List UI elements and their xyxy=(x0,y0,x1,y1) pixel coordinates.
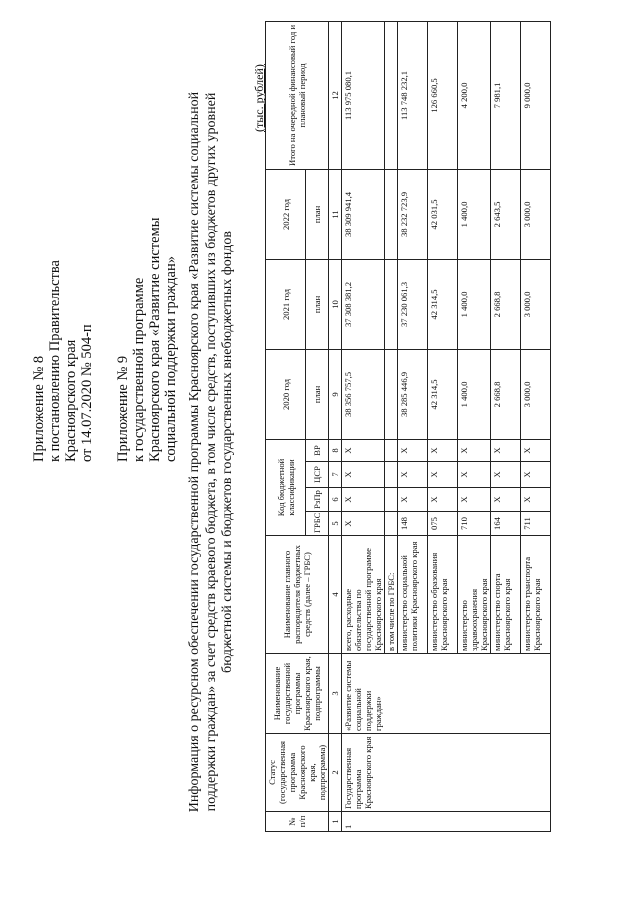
document-title xyxy=(187,24,237,880)
header-year-2022: 2022 год xyxy=(266,169,306,259)
value-2022-cell: 38 232 723,9 xyxy=(398,169,428,259)
column-number: 12 xyxy=(329,21,342,169)
header-no: № п/п xyxy=(266,812,329,832)
value-2021-cell: 42 314,5 xyxy=(428,259,458,349)
value-2022-cell: 2 643,5 xyxy=(491,169,521,259)
vr-cell: Х xyxy=(428,439,458,461)
appendix-9-line: Приложение № 9 xyxy=(115,355,131,462)
csr-cell xyxy=(385,462,398,488)
value-2021-cell xyxy=(385,259,398,349)
header-plan-2022: план xyxy=(306,169,329,259)
document-page xyxy=(15,12,625,892)
total-cell: 113 748 232,1 xyxy=(398,21,428,169)
value-2022-cell xyxy=(385,169,398,259)
grbs-code-cell: 075 xyxy=(428,512,458,536)
units-label: (тыс. рублей) xyxy=(252,64,266,132)
title-line: Информация о ресурсном обеспечении государственной программы Красноярского края «Развитие системы социальной xyxy=(187,91,202,813)
total-cell xyxy=(385,21,398,169)
value-2020-cell: 38 356 757,5 xyxy=(342,349,385,439)
grbs-name-cell: в том числе по ГРБС: xyxy=(385,536,398,654)
appendix-9-line: социальной поддержки граждан» xyxy=(163,256,179,462)
column-number: 8 xyxy=(329,439,342,461)
value-2021-cell: 37 230 061,3 xyxy=(398,259,428,349)
column-number: 3 xyxy=(329,654,342,734)
column-number: 11 xyxy=(329,169,342,259)
appendix-8-line: от 14.07.2020 № 504-п xyxy=(79,324,95,462)
grbs-code-cell: 148 xyxy=(398,512,428,536)
header-status: Статус (государственная программа Красноярского края, подпрограмма) xyxy=(266,734,329,812)
value-2021-cell: 37 308 381,2 xyxy=(342,259,385,349)
total-cell: 4 200,0 xyxy=(458,21,491,169)
vr-cell: Х xyxy=(398,439,428,461)
value-2020-cell: 3 000,0 xyxy=(521,349,551,439)
grbs-code-cell: 710 xyxy=(458,512,491,536)
header-total: Итого на очередной финансовый год и плановый период xyxy=(266,21,329,169)
header-grbs: ГРБС xyxy=(306,512,329,536)
rzpr-cell: Х xyxy=(428,488,458,512)
grbs-code-cell: 164 xyxy=(491,512,521,536)
rzpr-cell: Х xyxy=(491,488,521,512)
appendix-8-line: Красноярского края xyxy=(63,339,79,462)
csr-cell: Х xyxy=(342,462,385,488)
grbs-code-cell: 711 xyxy=(521,512,551,536)
value-2020-cell: 2 668,8 xyxy=(491,349,521,439)
appendix-8-line: Приложение № 8 xyxy=(31,355,47,462)
value-2021-cell: 2 668,8 xyxy=(491,259,521,349)
vr-cell xyxy=(385,439,398,461)
header-csr: ЦСР xyxy=(306,462,329,488)
csr-cell: Х xyxy=(491,462,521,488)
appendix-9-block xyxy=(115,218,179,463)
appendix-8-line: к постановлению Правительства xyxy=(47,260,63,462)
header-plan-2021: план xyxy=(306,259,329,349)
vr-cell: Х xyxy=(521,439,551,461)
csr-cell: Х xyxy=(428,462,458,488)
grbs-name-cell: министерство образования Красноярского края xyxy=(428,536,458,654)
csr-cell: Х xyxy=(398,462,428,488)
resource-table xyxy=(265,21,551,832)
total-cell: 126 660,5 xyxy=(428,21,458,169)
header-plan-2020: план xyxy=(306,349,329,439)
grbs-name-cell: министерство транспорта Красноярского края xyxy=(521,536,551,654)
rzpr-cell: Х xyxy=(458,488,491,512)
appendix-9-line: Красноярского края «Развитие системы xyxy=(147,217,163,462)
row-number: 1 xyxy=(342,812,551,832)
row-status: Государственная программа Красноярского края xyxy=(342,734,551,812)
appendix-9-line: к государственной программе xyxy=(131,277,147,462)
vr-cell: Х xyxy=(458,439,491,461)
header-rzpr: РзПр xyxy=(306,488,329,512)
title-line: бюджетной системы и бюджетов государственных внебюджетных фондов xyxy=(220,230,235,674)
value-2021-cell: 1 400,0 xyxy=(458,259,491,349)
rzpr-cell xyxy=(385,488,398,512)
total-cell: 9 000,0 xyxy=(521,21,551,169)
rzpr-cell: Х xyxy=(521,488,551,512)
vr-cell: Х xyxy=(491,439,521,461)
rzpr-cell: Х xyxy=(398,488,428,512)
value-2020-cell: 42 314,5 xyxy=(428,349,458,439)
column-number: 1 xyxy=(329,812,342,832)
row-program-name: «Развитие системы социальной поддержки граждан» xyxy=(342,654,551,734)
value-2022-cell: 3 000,0 xyxy=(521,169,551,259)
total-cell: 7 981,1 xyxy=(491,21,521,169)
total-cell: 113 975 080,1 xyxy=(342,21,385,169)
appendix-8-block xyxy=(31,260,95,462)
header-vr: ВР xyxy=(306,439,329,461)
column-number: 9 xyxy=(329,349,342,439)
csr-cell: Х xyxy=(521,462,551,488)
value-2020-cell xyxy=(385,349,398,439)
vr-cell: Х xyxy=(342,439,385,461)
value-2021-cell: 3 000,0 xyxy=(521,259,551,349)
column-number: 4 xyxy=(329,536,342,654)
header-budget-code: Код бюджетной классификации xyxy=(266,439,306,535)
column-number: 10 xyxy=(329,259,342,349)
value-2022-cell: 1 400,0 xyxy=(458,169,491,259)
header-program-name: Наименование государственной программы Красноярского края, подпрограммы xyxy=(266,654,329,734)
grbs-code-cell xyxy=(385,512,398,536)
header-grbs-name: Наименование главного распорядителя бюджетных средств (далее – ГРБС) xyxy=(266,536,329,654)
csr-cell: Х xyxy=(458,462,491,488)
column-number: 6 xyxy=(329,488,342,512)
title-line: поддержки граждан» за счет средств краевого бюджета, в том числе средств, поступивших из бюджетов других уровней xyxy=(203,92,219,812)
rzpr-cell: Х xyxy=(342,488,385,512)
value-2020-cell: 1 400,0 xyxy=(458,349,491,439)
grbs-name-cell: министерство здравоохранения Красноярского края xyxy=(458,536,491,654)
value-2022-cell: 42 031,5 xyxy=(428,169,458,259)
column-number: 7 xyxy=(329,462,342,488)
column-number: 5 xyxy=(329,512,342,536)
value-2020-cell: 38 285 446,9 xyxy=(398,349,428,439)
value-2022-cell: 38 309 941,4 xyxy=(342,169,385,259)
header-year-2020: 2020 год xyxy=(266,349,306,439)
grbs-code-cell: Х xyxy=(342,512,385,536)
grbs-name-cell: министерство социальной политики Красноярского края xyxy=(398,536,428,654)
grbs-name-cell: министерство спорта Красноярского края xyxy=(491,536,521,654)
column-number: 2 xyxy=(329,734,342,812)
grbs-name-cell: всего, расходные обязательства по государственной программе Красноярского края xyxy=(342,536,385,654)
header-year-2021: 2021 год xyxy=(266,259,306,349)
